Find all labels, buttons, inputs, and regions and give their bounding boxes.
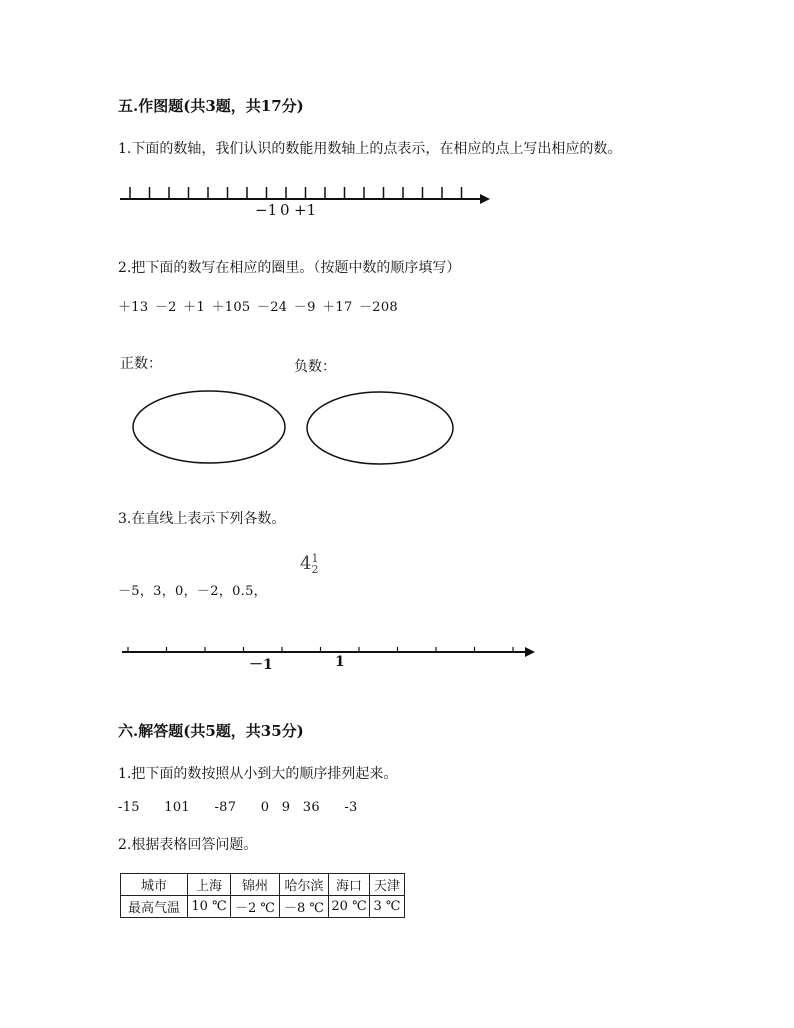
table-cell: 20 ℃ — [329, 896, 370, 918]
question-5-2-numbers: ＋13 －2 ＋1 ＋105 －24 －9 ＋17 －208 — [118, 300, 398, 315]
table-header-row — [121, 874, 405, 896]
question-5-3-numbers: －5，3，0，－2，0.5， — [118, 584, 267, 599]
negative-ellipse[interactable] — [304, 388, 459, 468]
section-6-title: 六.解答题(共5题，共35分) — [118, 722, 304, 740]
mixed-whole: 4 — [300, 553, 312, 574]
table-cell: 上海 — [188, 874, 231, 896]
number-line-2-label-pos1: 1 — [335, 654, 345, 670]
table-cell: 3 ℃ — [370, 896, 405, 918]
number-item: -3 — [344, 800, 358, 815]
table-cell: －2 ℃ — [231, 896, 280, 918]
question-5-1-text: 1.下面的数轴，我们认识的数能用数轴上的点表示，在相应的点上写出相应的数。 — [118, 141, 622, 157]
table-row — [121, 896, 405, 918]
number-line-2-label-neg1: －1 — [249, 657, 273, 673]
number-item: 0 — [260, 800, 270, 815]
question-6-2-text: 2.根据表格回答问题。 — [118, 837, 258, 853]
number-item: 9 — [281, 800, 291, 815]
table-cell: 10 ℃ — [188, 896, 231, 918]
number-line-2 — [120, 642, 540, 662]
table-cell: 天津 — [370, 874, 405, 896]
table-cell: 最高气温 — [121, 896, 188, 918]
section-5-title: 五.作图题(共3题，共17分) — [118, 97, 304, 115]
number-item: 101 — [164, 800, 190, 815]
table-cell: 海口 — [329, 874, 370, 896]
number-line-1-label-pos1: +1 — [294, 201, 317, 219]
positive-label: 正数： — [120, 356, 162, 372]
negative-label: 负数： — [294, 359, 336, 375]
question-5-2-text: 2.把下面的数写在相应的圈里。（按题中数的顺序填写） — [118, 260, 461, 276]
number-line-1-label-zero: 0 — [280, 201, 290, 219]
mixed-denominator: 2 — [311, 563, 319, 576]
table-cell: 锦州 — [231, 874, 280, 896]
table-cell: －8 ℃ — [280, 896, 329, 918]
temperature-table — [120, 873, 405, 918]
number-item: 36 — [302, 800, 320, 815]
number-line-1-label-neg1: −1 — [255, 201, 278, 219]
table-cell: 哈尔滨 — [280, 874, 329, 896]
positive-ellipse[interactable] — [130, 387, 290, 467]
mixed-number-4-1-2 — [300, 553, 318, 575]
question-5-3-text: 3.在直线上表示下列各数。 — [118, 511, 286, 527]
table-cell: 城市 — [121, 874, 188, 896]
number-item: -87 — [214, 800, 237, 815]
question-6-1-text: 1.把下面的数按照从小到大的顺序排列起来。 — [118, 766, 398, 782]
question-6-1-numbers — [118, 800, 358, 815]
number-item: -15 — [118, 800, 140, 815]
mixed-numerator: 1 — [311, 552, 319, 565]
